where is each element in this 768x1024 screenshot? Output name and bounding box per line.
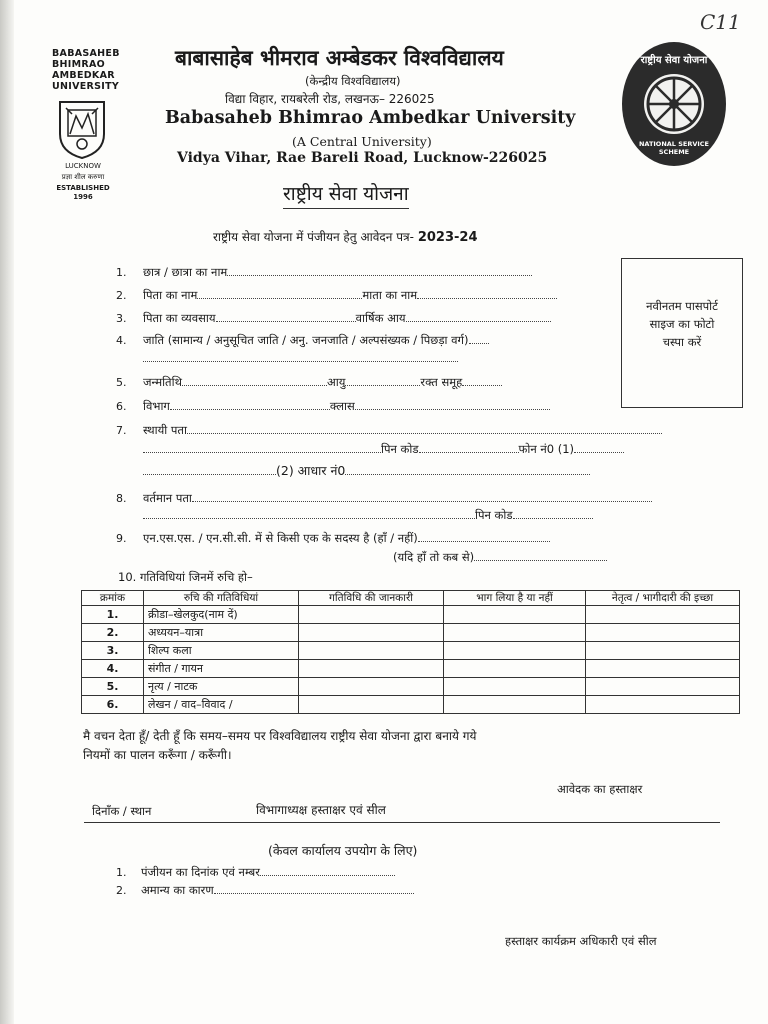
logo-line: AMBEDKAR xyxy=(52,70,115,81)
row-number: 5. xyxy=(82,678,144,696)
field-activities-heading xyxy=(118,570,253,585)
logo-line: UNIVERSITY xyxy=(52,81,120,92)
field-nss-ncc xyxy=(143,529,550,546)
row-number: 6. xyxy=(82,696,144,714)
activity-info-cell[interactable] xyxy=(299,696,444,714)
annual-income-input[interactable] xyxy=(406,309,551,322)
father-name-input[interactable] xyxy=(197,286,362,299)
field-label: विभाग xyxy=(143,399,170,413)
form-year: 2023-24 xyxy=(417,230,478,245)
logo-motto: प्रज्ञा शील करुणा xyxy=(61,173,105,181)
row-number: 3. xyxy=(82,642,144,660)
field-number: 6. xyxy=(116,400,127,413)
form-title-text: राष्ट्रीय सेवा योजना में पंजीयन हेतु आवेदन पत्र- xyxy=(213,230,415,244)
field-number: 3. xyxy=(116,312,127,325)
field-label: पंजीयन का दिनांक एवं नम्बर xyxy=(141,865,260,879)
field-label: (2) आधार नं0 xyxy=(276,463,346,478)
participated-cell[interactable] xyxy=(444,696,586,714)
corner-mark: C11 xyxy=(700,10,741,34)
father-occupation-input[interactable] xyxy=(216,309,356,322)
field-number: 2. xyxy=(116,289,127,302)
address-english: Vidya Vihar, Rae Bareli Road, Lucknow-226025 xyxy=(177,150,548,166)
participated-cell[interactable] xyxy=(444,606,586,624)
hod-signature-label: विभागाध्यक्ष हस्ताक्षर एवं सील xyxy=(256,803,386,817)
university-name-english: Babasaheb Bhimrao Ambedkar University xyxy=(165,108,576,128)
field-label: जन्मतिथि xyxy=(143,375,182,389)
participated-cell[interactable] xyxy=(444,660,586,678)
declaration-line-1: मै वचन देता हूँ/ देती हूँ कि समय–समय पर विश्वविद्यालय राष्ट्रीय सेवा योजना द्वारा बनाये गये xyxy=(83,729,477,743)
field-nss-since xyxy=(393,548,607,565)
leadership-cell[interactable] xyxy=(586,696,740,714)
table-row xyxy=(82,678,740,696)
table-row xyxy=(82,696,740,714)
caste-input-line2[interactable] xyxy=(143,349,458,362)
field-number: 4. xyxy=(116,334,127,347)
office-registration-field xyxy=(141,863,395,880)
field-number: 1. xyxy=(116,866,127,879)
field-number: 1. xyxy=(116,266,127,279)
current-pin-input[interactable] xyxy=(513,506,593,519)
field-permanent-pin-phone xyxy=(143,440,624,457)
activity-info-cell[interactable] xyxy=(299,660,444,678)
table-row xyxy=(82,642,740,660)
column-header: गतिविधि की जानकारी xyxy=(299,591,444,606)
column-header: नेतृत्व / भागीदारी की इच्छा xyxy=(586,591,740,606)
officer-signature-label: हस्ताक्षर कार्यक्रम अधिकारी एवं सील xyxy=(505,934,657,948)
logo-city: LUCKNOW xyxy=(65,162,101,170)
scheme-title: राष्ट्रीय सेवा योजना xyxy=(283,180,409,209)
field-number: 7. xyxy=(116,424,127,437)
registration-input[interactable] xyxy=(260,863,395,876)
field-label: माता का नाम xyxy=(362,288,418,302)
field-department xyxy=(143,397,550,414)
rejection-reason-input[interactable] xyxy=(214,881,414,894)
binding-edge xyxy=(0,0,14,1024)
column-header: भाग लिया है या नहीं xyxy=(444,591,586,606)
divider xyxy=(84,822,720,823)
form-title xyxy=(213,228,478,245)
central-university-hindi: (केन्द्रीय विश्वविद्यालय) xyxy=(305,74,401,88)
university-name-hindi: बाबासाहेब भीमराव अम्बेडकर विश्वविद्यालय xyxy=(175,46,504,70)
current-address-line2[interactable] xyxy=(143,506,475,519)
activity-name: अध्ययन–यात्रा xyxy=(144,624,299,642)
field-label: स्थायी पता xyxy=(143,423,187,437)
student-name-input[interactable] xyxy=(227,263,532,276)
field-student-name xyxy=(143,263,532,280)
leadership-cell[interactable] xyxy=(586,678,740,696)
field-current-pin xyxy=(143,506,593,523)
field-label: अमान्य का कारण xyxy=(141,883,214,897)
leadership-cell[interactable] xyxy=(586,660,740,678)
field-label: वर्तमान पता xyxy=(143,491,192,505)
photo-box-line: नवीनतम पासपोर्ट xyxy=(646,299,718,313)
mother-name-input[interactable] xyxy=(417,286,557,299)
field-label: पिन कोड xyxy=(381,442,419,456)
field-birth-details xyxy=(143,373,502,390)
field-number: 2. xyxy=(116,884,127,897)
table-row xyxy=(82,624,740,642)
permanent-address-input[interactable] xyxy=(187,421,662,434)
field-aadhaar xyxy=(143,462,590,479)
field-label: रक्त समूह xyxy=(420,375,463,389)
photo-box[interactable] xyxy=(621,258,743,408)
age-input[interactable] xyxy=(345,373,420,386)
phone-input[interactable] xyxy=(574,440,624,453)
permanent-address-line3[interactable] xyxy=(143,462,276,475)
leadership-cell[interactable] xyxy=(586,606,740,624)
table-header-row xyxy=(82,591,740,606)
permanent-pin-input[interactable] xyxy=(419,440,519,453)
field-label: पिता का व्यवसाय xyxy=(143,311,216,325)
class-input[interactable] xyxy=(355,397,550,410)
aadhaar-input[interactable] xyxy=(345,462,590,475)
permanent-address-line2[interactable] xyxy=(143,440,381,453)
address-hindi: विद्या विहार, रायबरेली रोड, लखनऊ– 226025 xyxy=(225,92,435,106)
field-caste xyxy=(143,331,489,348)
participated-cell[interactable] xyxy=(444,678,586,696)
row-number: 2. xyxy=(82,624,144,642)
logo-line: BABASAHEB xyxy=(52,48,120,59)
activity-info-cell[interactable] xyxy=(299,678,444,696)
leadership-cell[interactable] xyxy=(586,624,740,642)
activity-name: संगीत / गायन xyxy=(144,660,299,678)
nss-logo-top-text: राष्ट्रीय सेवा योजना xyxy=(640,55,708,66)
department-input[interactable] xyxy=(170,397,330,410)
applicant-signature-label: आवेदक का हस्ताक्षर xyxy=(557,782,643,796)
column-header: क्रमांक xyxy=(82,591,144,606)
central-university-english: (A Central University) xyxy=(292,134,432,149)
blood-group-input[interactable] xyxy=(462,373,502,386)
field-label: वार्षिक आय xyxy=(355,311,406,325)
field-parents xyxy=(143,286,557,303)
field-label: (यदि हाँ तो कब से) xyxy=(393,550,475,564)
university-crest-icon xyxy=(56,98,108,160)
field-label: पिता का नाम xyxy=(143,288,198,302)
field-permanent-address xyxy=(143,421,662,438)
activity-info-cell[interactable] xyxy=(299,624,444,642)
nss-logo-bottom-text: NATIONAL SERVICE SCHEME xyxy=(638,140,709,156)
participated-cell[interactable] xyxy=(444,624,586,642)
logo-established: ESTABLISHED 1996 xyxy=(56,184,110,201)
activity-name: लेखन / वाद–विवाद / xyxy=(144,696,299,714)
photo-box-line: साइज का फोटो xyxy=(649,317,715,331)
declaration-line-2: नियमों का पालन करूँगा / करूँगी। xyxy=(83,748,232,762)
row-number: 4. xyxy=(82,660,144,678)
date-place-label: दिनाँक / स्थान xyxy=(92,804,152,818)
office-use-title: (केवल कार्यालय उपयोग के लिए) xyxy=(268,843,418,858)
activity-name: क्रीडा–खेलकुद(नाम दें) xyxy=(144,606,299,624)
field-number: 8. xyxy=(116,492,127,505)
activity-name: शिल्प कला xyxy=(144,642,299,660)
dob-input[interactable] xyxy=(182,373,327,386)
logo-line: BHIMRAO xyxy=(52,59,106,70)
university-logo-text xyxy=(52,48,120,92)
field-label: छात्र / छात्रा का नाम xyxy=(143,265,228,279)
field-number: 9. xyxy=(116,532,127,545)
activity-name: नृत्य / नाटक xyxy=(144,678,299,696)
field-label: आयु xyxy=(326,375,346,389)
nss-since-input[interactable] xyxy=(474,548,607,561)
field-current-address xyxy=(143,489,652,506)
field-label: पिन कोड xyxy=(475,508,513,522)
activity-info-cell[interactable] xyxy=(299,642,444,660)
row-number: 1. xyxy=(82,606,144,624)
activity-info-cell[interactable] xyxy=(299,606,444,624)
field-caste-continued xyxy=(143,349,458,365)
table-row xyxy=(82,660,740,678)
table-row xyxy=(82,606,740,624)
field-label: गतिविधियां जिनमें रुचि हो– xyxy=(139,570,253,584)
field-label: एन.एस.एस. / एन.सी.सी. में से किसी एक के सदस्य है (हाँ / नहीं) xyxy=(143,531,418,545)
photo-box-line: चस्पा करें xyxy=(662,335,702,349)
field-label: फोन नं0 (1) xyxy=(518,442,575,456)
participated-cell[interactable] xyxy=(444,642,586,660)
field-number: 5. xyxy=(116,376,127,389)
current-address-input[interactable] xyxy=(192,489,652,502)
nss-ncc-input[interactable] xyxy=(418,529,550,542)
column-header: रुचि की गतिविधियां xyxy=(144,591,299,606)
leadership-cell[interactable] xyxy=(586,642,740,660)
office-rejection-field xyxy=(141,881,414,898)
field-number: 10. xyxy=(118,570,137,584)
activities-table xyxy=(81,590,740,714)
field-label: जाति (सामान्य / अनुसूचित जाति / अनु. जनजाति / अल्पसंख्यक / पिछड़ा वर्ग) xyxy=(143,333,469,347)
field-occupation xyxy=(143,309,551,326)
caste-input[interactable] xyxy=(469,331,489,344)
field-label: क्लास xyxy=(329,399,355,413)
